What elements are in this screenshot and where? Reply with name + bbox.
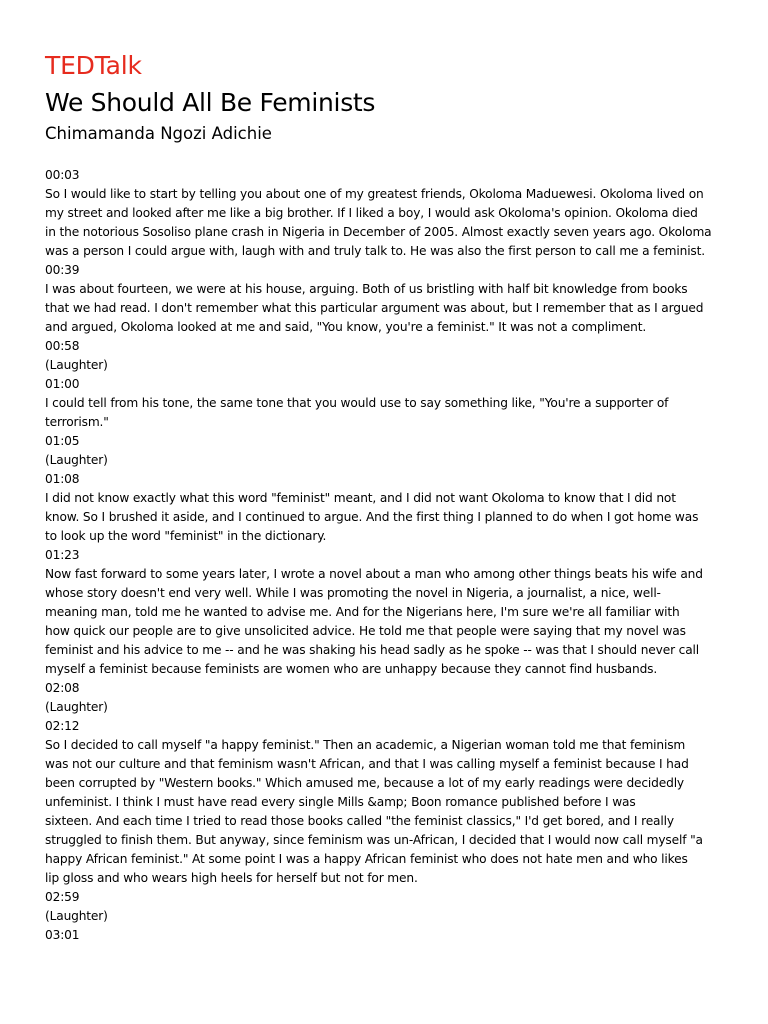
transcript-timestamp: 01:23	[45, 548, 80, 562]
transcript-line: my street and looked after me like a big brother. If I liked a boy, I would ask Okoloma's opinion. Okoloma died	[45, 206, 698, 220]
transcript-line: myself a feminist because feminists are women who are unhappy because they cannot find husbands.	[45, 662, 658, 676]
speaker-name: Chimamanda Ngozi Adichie	[45, 124, 272, 143]
transcript-line: So I decided to call myself "a happy feminist." Then an academic, a Nigerian woman told me that feminism	[45, 738, 686, 752]
talk-title: We Should All Be Feminists	[45, 88, 376, 117]
transcript-line: was a person I could argue with, laugh with and truly talk to. He was also the first person to call me a feminist.	[45, 244, 705, 258]
transcript-line: lip gloss and who wears high heels for herself but not for men.	[45, 871, 418, 885]
transcript-line: that we had read. I don't remember what this particular argument was about, but I remember that as I argued	[45, 301, 704, 315]
transcript-line: feminist and his advice to me -- and he was shaking his head sadly as he spoke -- was that I should never call	[45, 643, 699, 657]
transcript-timestamp: 01:00	[45, 377, 80, 391]
ted-talk-label: TEDTalk	[45, 51, 142, 80]
transcript-line: So I would like to start by telling you about one of my greatest friends, Okoloma Maduewesi. Okoloma lived on	[45, 187, 704, 201]
transcript-timestamp: 01:05	[45, 434, 80, 448]
transcript-line: been corrupted by "Western books." Which amused me, because a lot of my early readings were decidedly	[45, 776, 684, 790]
transcript-timestamp: 02:12	[45, 719, 80, 733]
transcript-timestamp: 00:39	[45, 263, 80, 277]
transcript-timestamp: 00:58	[45, 339, 80, 353]
transcript-body	[45, 166, 735, 945]
transcript-line: in the notorious Sosoliso plane crash in Nigeria in December of 2005. Almost exactly seven years ago. Okoloma	[45, 225, 712, 239]
transcript-line: how quick our people are to give unsolicited advice. He told me that people were saying that my novel was	[45, 624, 686, 638]
transcript-line: I could tell from his tone, the same tone that you would use to say something like, "You're a supporter of	[45, 396, 669, 410]
transcript-reaction: (Laughter)	[45, 358, 108, 372]
document-page	[45, 50, 735, 945]
transcript-reaction: (Laughter)	[45, 700, 108, 714]
transcript-line: and argued, Okoloma looked at me and said, "You know, you're a feminist." It was not a compliment.	[45, 320, 647, 334]
transcript-timestamp: 00:03	[45, 168, 80, 182]
transcript-line: I was about fourteen, we were at his house, arguing. Both of us bristling with half bit knowledge from books	[45, 282, 688, 296]
transcript-line: know. So I brushed it aside, and I continued to argue. And the first thing I planned to do when I got home was	[45, 510, 699, 524]
transcript-line: whose story doesn't end very well. While I was promoting the novel in Nigeria, a journalist, a nice, well-	[45, 586, 661, 600]
transcript-timestamp: 03:01	[45, 928, 80, 942]
transcript-line: struggled to finish them. But anyway, since feminism was un-African, I decided that I would now call myself "a	[45, 833, 703, 847]
transcript-line: terrorism."	[45, 415, 109, 429]
transcript-line: happy African feminist." At some point I was a happy African feminist who does not hate men and who likes	[45, 852, 688, 866]
transcript-reaction: (Laughter)	[45, 453, 108, 467]
transcript-timestamp: 01:08	[45, 472, 80, 486]
transcript-line: meaning man, told me he wanted to advise me. And for the Nigerians here, I'm sure we're all familiar with	[45, 605, 680, 619]
transcript-line: I did not know exactly what this word "feminist" meant, and I did not want Okoloma to know that I did not	[45, 491, 676, 505]
transcript-line: was not our culture and that feminism wasn't African, and that I was calling myself a feminist because I had	[45, 757, 689, 771]
transcript-line: Now fast forward to some years later, I wrote a novel about a man who among other things beats his wife and	[45, 567, 703, 581]
transcript-line: sixteen. And each time I tried to read those books called "the feminist classics," I'd get bored, and I really	[45, 814, 674, 828]
transcript-timestamp: 02:59	[45, 890, 80, 904]
transcript-timestamp: 02:08	[45, 681, 80, 695]
transcript-line: unfeminist. I think I must have read every single Mills &amp; Boon romance published before I was	[45, 795, 636, 809]
transcript-line: to look up the word "feminist" in the dictionary.	[45, 529, 327, 543]
transcript-reaction: (Laughter)	[45, 909, 108, 923]
